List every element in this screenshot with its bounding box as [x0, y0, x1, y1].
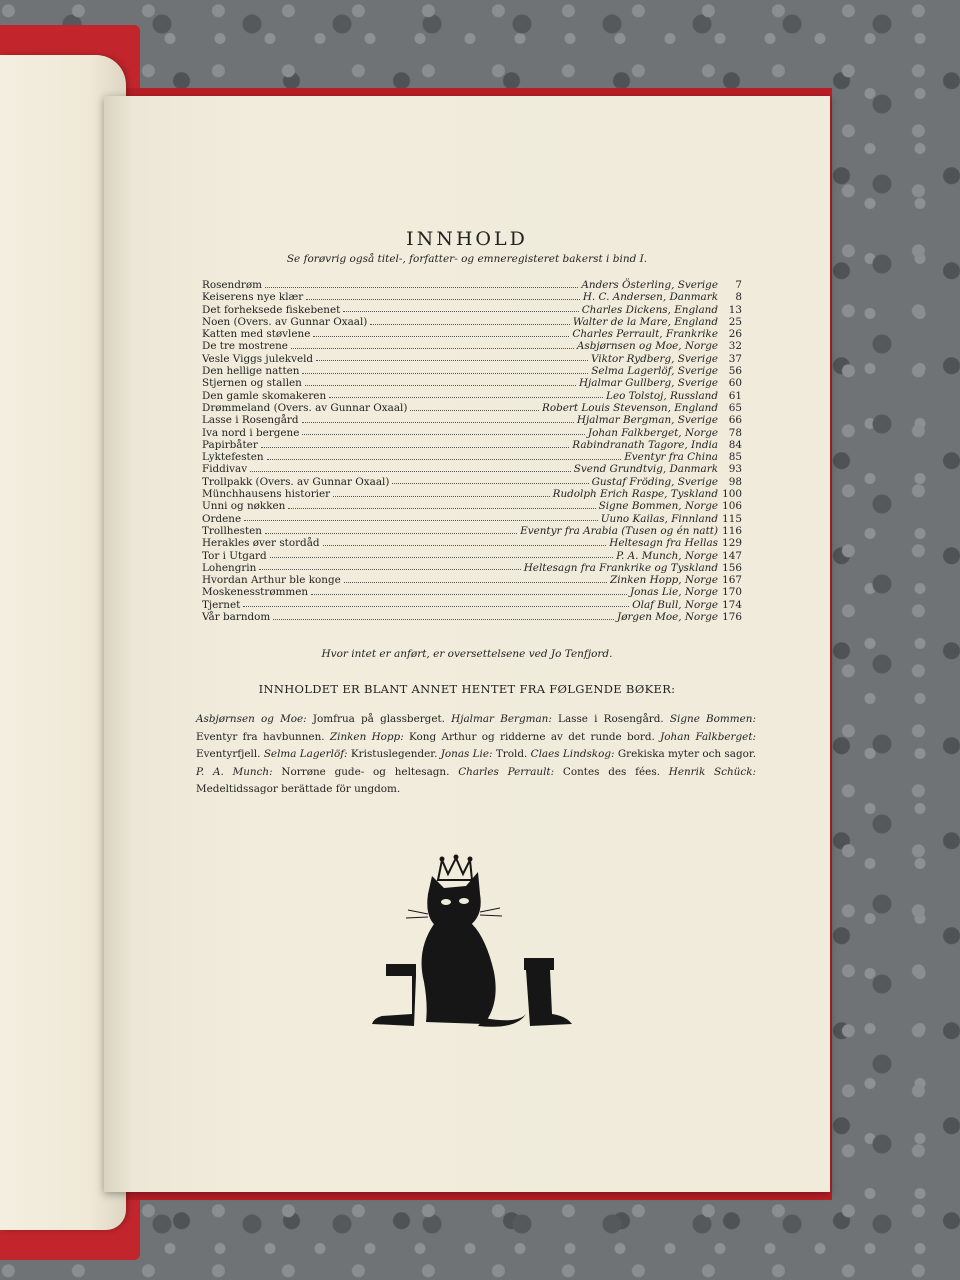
- toc-entry-author: Eventyr fra China: [624, 451, 718, 464]
- toc-entry-page: 156: [722, 561, 742, 574]
- source-author: Claes Lindskog:: [530, 748, 615, 760]
- translation-note: Hvor intet er anført, er oversettelsene ved Jo Tenfjord.: [321, 648, 613, 660]
- toc-entry-page: 116: [722, 524, 742, 537]
- toc-entry: [202, 414, 742, 426]
- toc-leader-dots: [343, 311, 578, 312]
- toc-entry: [202, 586, 742, 598]
- toc-leader-dots: [316, 360, 588, 361]
- source-book: Medeltidssagor berättade för ungdom.: [196, 783, 401, 795]
- toc-entry-title: Iva nord i bergene: [202, 426, 300, 439]
- toc-leader-dots: [267, 459, 622, 460]
- toc-entry: [202, 513, 742, 525]
- toc-entry-title: Moskenesstrømmen: [202, 586, 309, 599]
- toc-entry-page: 115: [722, 512, 742, 525]
- toc-entry-author: Leo Tolstoj, Russland: [606, 389, 718, 402]
- toc-entry-page: 84: [728, 438, 742, 451]
- toc-entry-page: 25: [728, 315, 742, 328]
- toc-entry-page: 56: [728, 365, 742, 378]
- toc-entry: [202, 488, 742, 500]
- toc-leader-dots: [370, 324, 569, 325]
- toc-entry: [202, 525, 742, 537]
- toc-entry: [202, 611, 742, 623]
- toc-entry-title: Hvordan Arthur ble konge: [202, 574, 341, 587]
- source-author: Johan Falkberget:: [660, 730, 757, 743]
- toc-entry: [202, 279, 742, 291]
- toc-leader-dots: [306, 299, 580, 300]
- toc-leader-dots: [333, 496, 550, 497]
- toc-entry-title: Noen (Overs. av Gunnar Oxaal): [202, 315, 368, 328]
- toc-leader-dots: [270, 557, 613, 558]
- source-author: Signe Bommen:: [669, 713, 756, 725]
- toc-entry: [202, 451, 742, 463]
- right-boot: [524, 958, 572, 1026]
- source-book: Norrøne gude- og heltesagn.: [281, 765, 450, 778]
- toc-entry-page: 66: [728, 414, 742, 427]
- toc-entry: [202, 353, 742, 365]
- toc-entry-author: Gustaf Fröding, Sverige: [591, 475, 718, 488]
- toc-leader-dots: [259, 569, 520, 570]
- toc-entry-page: 85: [728, 451, 742, 464]
- source-author: Asbjørnsen og Moe:: [196, 713, 307, 725]
- toc-entry: [202, 574, 742, 586]
- toc-entry-page: 26: [728, 328, 742, 341]
- toc-entry: [202, 537, 742, 549]
- toc-entry: [202, 328, 742, 340]
- cat-illustration: [368, 854, 580, 1034]
- toc-entry-title: Tjernet: [202, 598, 241, 611]
- toc-entry-title: Den hellige natten: [202, 365, 300, 378]
- toc-entry-title: Papirbåter: [202, 438, 258, 451]
- toc-leader-dots: [273, 619, 614, 620]
- toc-entry-title: Tor i Utgard: [202, 549, 267, 562]
- toc-entry-title: Unni og nøkken: [202, 500, 286, 513]
- page-subtitle: Se forøvrig også titel-, forfatter- og emneregisteret bakerst i bind I.: [286, 253, 648, 265]
- toc-leader-dots: [250, 471, 571, 472]
- toc-entry-title: Trollhesten: [202, 524, 262, 537]
- toc-entry-author: Charles Perrault, Frankrike: [572, 328, 718, 341]
- toc-entry-author: Heltesagn fra Hellas: [609, 537, 718, 550]
- source-book: Lasse i Rosengård.: [558, 713, 664, 725]
- toc-entry: [202, 550, 742, 562]
- toc-entry-author: Rudolph Erich Raspe, Tyskland: [552, 488, 718, 501]
- toc-entry: [202, 439, 742, 451]
- toc-entry-title: Keiserens nye klær: [202, 291, 304, 304]
- source-book: Contes des fées.: [562, 765, 660, 778]
- toc-entry: [202, 304, 742, 316]
- toc-entry-title: Lohengrin: [202, 561, 257, 574]
- toc-leader-dots: [329, 397, 603, 398]
- toc-entry-author: Selma Lagerlöf, Sverige: [591, 365, 718, 378]
- toc-entry: [202, 377, 742, 389]
- toc-entry-author: Olaf Bull, Norge: [632, 598, 718, 611]
- toc-entry: [202, 599, 742, 611]
- toc-leader-dots: [291, 348, 574, 349]
- sources-paragraph: [196, 711, 756, 799]
- toc-entry-author: H. C. Andersen, Danmark: [582, 291, 718, 304]
- source-book: Jomfrua på glassberget.: [312, 713, 445, 725]
- contents-page: [104, 96, 830, 1192]
- toc-entry-page: 60: [728, 377, 742, 390]
- toc-entry: [202, 476, 742, 488]
- toc-entry: [202, 365, 742, 377]
- toc-entry-page: 61: [728, 389, 742, 402]
- toc-entry-title: Det forheksede fiskebenet: [202, 303, 341, 316]
- toc-entry-author: Signe Bommen, Norge: [598, 500, 718, 513]
- toc-entry-author: Robert Louis Stevenson, England: [542, 401, 718, 414]
- toc-entry-author: Asbjørnsen og Moe, Norge: [576, 340, 718, 353]
- toc-entry-title: De tre mostrene: [202, 340, 288, 353]
- toc-leader-dots: [288, 508, 595, 509]
- left-boot: [372, 964, 416, 1026]
- toc-entry-page: 98: [728, 475, 742, 488]
- toc-entry-page: 129: [722, 537, 742, 550]
- toc-leader-dots: [244, 520, 598, 521]
- toc-entry-author: Uuno Kailas, Finnland: [600, 512, 718, 525]
- toc-entry-author: Jonas Lie, Norge: [629, 586, 718, 599]
- toc-leader-dots: [302, 373, 588, 374]
- source-author: P. A. Munch:: [196, 765, 273, 778]
- toc-leader-dots: [261, 447, 569, 448]
- toc-entry-author: Viktor Rydberg, Sverige: [590, 352, 718, 365]
- toc-leader-dots: [302, 422, 574, 423]
- source-book: Kong Arthur og ridderne av det runde bord.: [409, 730, 655, 743]
- toc-entry-page: 32: [728, 340, 742, 353]
- toc-entry-author: P. A. Munch, Norge: [616, 549, 718, 562]
- toc-entry-title: Fiddivav: [202, 463, 248, 476]
- toc-entry-author: Hjalmar Gullberg, Sverige: [578, 377, 718, 390]
- source-author: Zinken Hopp:: [329, 730, 404, 743]
- page-title: INNHOLD: [406, 228, 528, 250]
- toc-entry: [202, 463, 742, 475]
- source-author: Hjalmar Bergman:: [451, 713, 552, 725]
- toc-leader-dots: [305, 385, 576, 386]
- toc-entry-page: 8: [735, 291, 742, 304]
- toc-entry: [202, 402, 742, 414]
- source-book: Eventyr fra havbunnen.: [196, 730, 325, 743]
- source-book: Grekiska myter och sagor.: [617, 748, 756, 760]
- toc-entry-author: Charles Dickens, England: [581, 303, 718, 316]
- toc-entry-author: Rabindranath Tagore, India: [572, 438, 718, 451]
- toc-entry-title: Vesle Viggs julekveld: [202, 352, 314, 365]
- source-book: Eventyrfjell.: [196, 748, 261, 760]
- toc-entry-title: Rosendrøm: [202, 279, 262, 291]
- toc-leader-dots: [302, 434, 585, 435]
- toc-entry-author: Hjalmar Bergman, Sverige: [576, 414, 718, 427]
- toc-entry-title: Trollpakk (Overs. av Gunnar Oxaal): [202, 475, 390, 488]
- source-author: Selma Lagerlöf:: [263, 748, 348, 760]
- toc-entry-page: 170: [722, 586, 742, 599]
- toc-leader-dots: [392, 483, 588, 484]
- toc-leader-dots: [311, 594, 627, 595]
- toc-entry: [202, 340, 742, 352]
- source-book: Trold.: [495, 748, 528, 760]
- toc-entry-title: Vår barndom: [202, 611, 271, 624]
- source-book: Kristuslegender.: [350, 748, 438, 760]
- toc-entry: [202, 291, 742, 303]
- toc-entry-page: 93: [728, 463, 742, 476]
- toc-entry-title: Katten med støvlene: [202, 328, 311, 341]
- toc-entry-title: Ordene: [202, 512, 242, 525]
- toc-entry-page: 13: [728, 303, 742, 316]
- toc-entry-author: Svend Grundtvig, Danmark: [573, 463, 718, 476]
- toc-leader-dots: [410, 410, 539, 411]
- toc-entry-page: 7: [735, 279, 742, 291]
- toc-entry-author: Jørgen Moe, Norge: [617, 611, 718, 624]
- toc-entry-title: Den gamle skomakeren: [202, 389, 327, 402]
- toc-entry: [202, 500, 742, 512]
- table-of-contents: [202, 279, 742, 623]
- toc-entry: [202, 562, 742, 574]
- toc-entry: [202, 316, 742, 328]
- toc-entry-page: 100: [722, 488, 742, 501]
- toc-entry-page: 167: [722, 574, 742, 587]
- toc-entry-title: Lyktefesten: [202, 451, 264, 464]
- toc-entry-title: Drømmeland (Overs. av Gunnar Oxaal): [202, 401, 408, 414]
- source-author: Jonas Lie:: [440, 748, 493, 760]
- toc-entry-page: 174: [722, 598, 742, 611]
- toc-entry: [202, 390, 742, 402]
- sources-heading: INNHOLDET ER BLANT ANNET HENTET FRA FØLGENDE BØKER:: [258, 682, 676, 696]
- toc-entry-page: 147: [722, 549, 742, 562]
- toc-entry-author: Eventyr fra Arabia (Tusen og én natt): [520, 524, 718, 537]
- toc-leader-dots: [344, 582, 607, 583]
- toc-leader-dots: [265, 533, 517, 534]
- source-author: Henrik Schück:: [668, 765, 756, 778]
- toc-entry-author: Johan Falkberget, Norge: [587, 426, 718, 439]
- toc-leader-dots: [265, 287, 578, 288]
- source-author: Charles Perrault:: [458, 765, 555, 778]
- toc-entry-author: Heltesagn fra Frankrike og Tyskland: [523, 561, 718, 574]
- toc-entry-page: 106: [722, 500, 742, 513]
- toc-entry-page: 65: [728, 401, 742, 414]
- toc-leader-dots: [323, 545, 607, 546]
- toc-leader-dots: [243, 606, 629, 607]
- toc-entry-author: Walter de la Mare, England: [572, 315, 718, 328]
- toc-leader-dots: [313, 336, 569, 337]
- toc-entry-title: Herakles øver stordåd: [202, 537, 320, 550]
- toc-entry-author: Zinken Hopp, Norge: [609, 574, 718, 587]
- toc-entry-title: Stjernen og stallen: [202, 377, 302, 390]
- toc-entry-page: 78: [728, 426, 742, 439]
- toc-entry-title: Lasse i Rosengård: [202, 414, 299, 427]
- toc-entry-page: 37: [728, 352, 742, 365]
- toc-entry-author: Anders Österling, Sverige: [581, 279, 718, 291]
- toc-entry: [202, 427, 742, 439]
- toc-entry-page: 176: [722, 611, 742, 624]
- toc-entry-title: Münchhausens historier: [202, 488, 331, 501]
- cat-figure: [422, 855, 526, 1027]
